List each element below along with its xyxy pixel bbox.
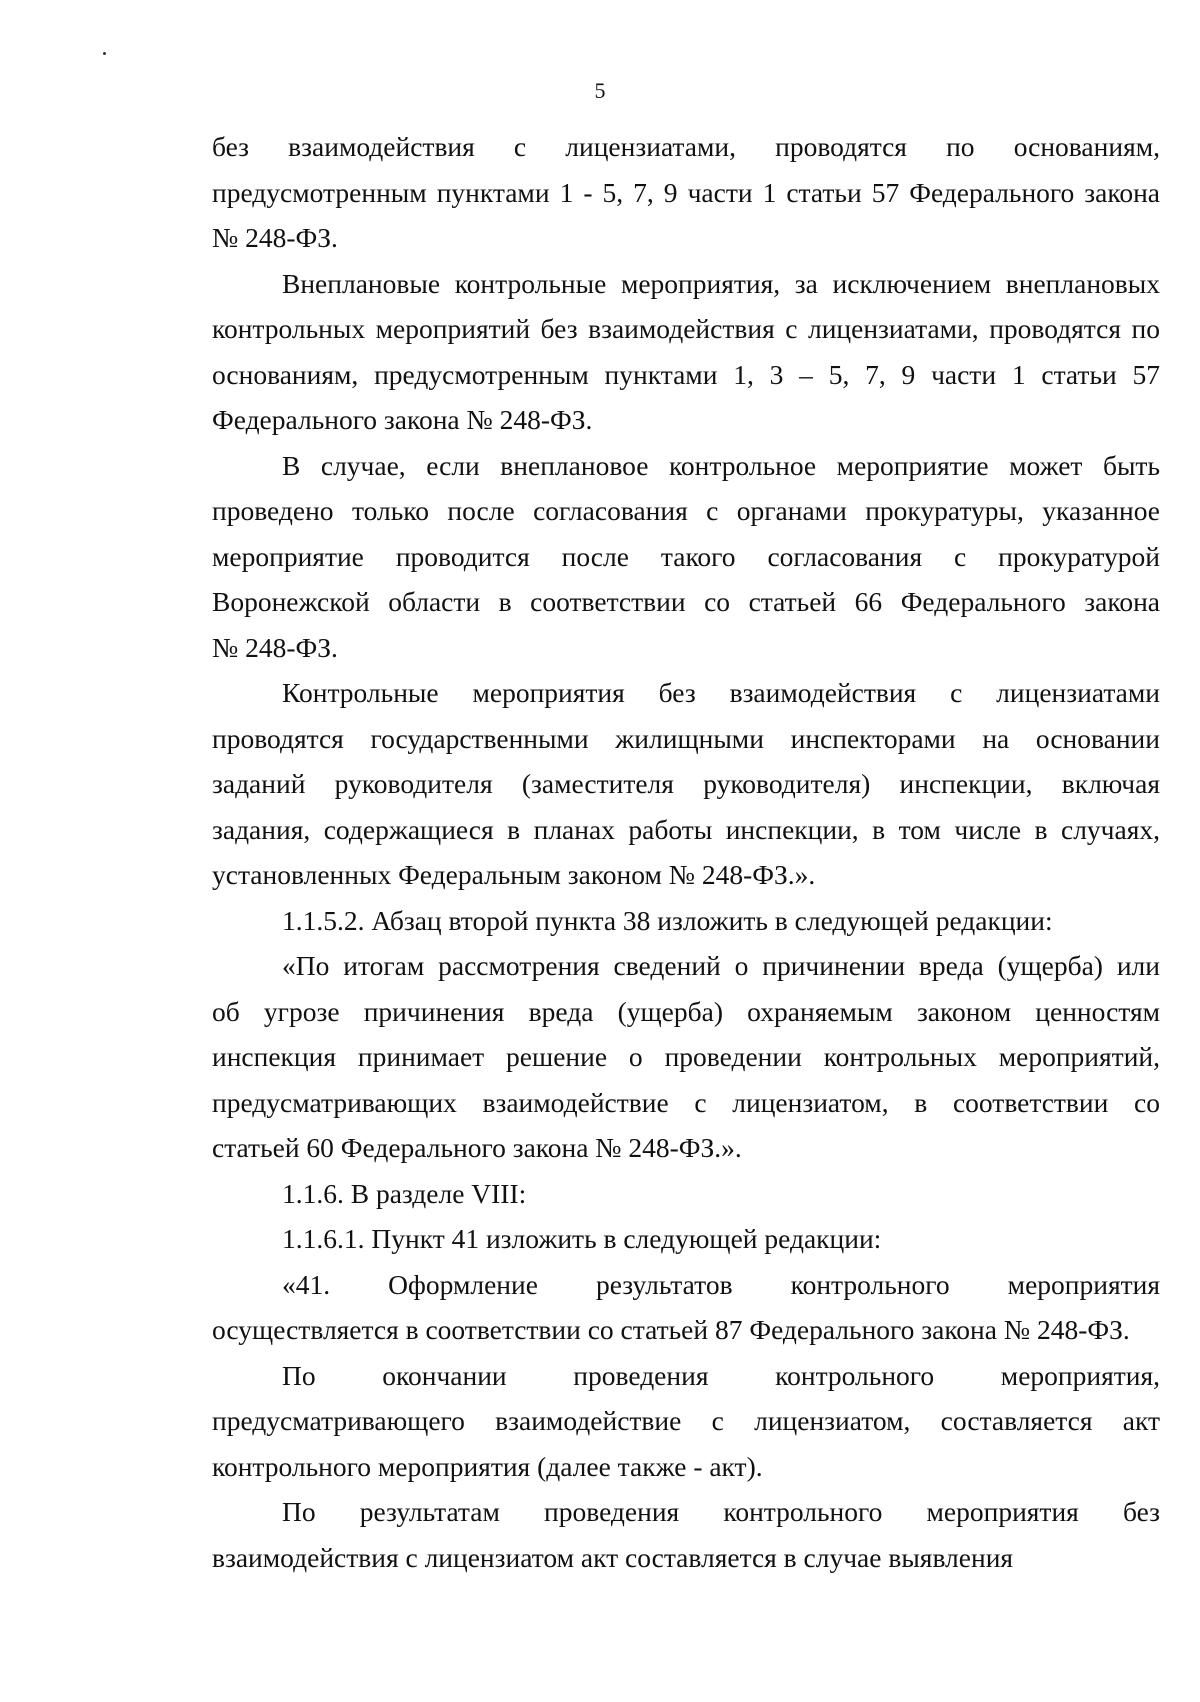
paragraph-4-line-3: заданий руководителя (заместителя руководителя) инспекции, включая [212, 768, 1160, 799]
paragraph-4-line-2: проводятся государственными жилищными инспекторами на основании [212, 722, 1160, 754]
paragraph-2-line-3: основаниям, предусмотренным пунктами 1, 3 – 5, 7, 9 части 1 статьи 57 [212, 358, 1160, 390]
paragraph-3-line-3: мероприятие проводится после такого согласования с прокуратурой [212, 540, 1160, 572]
paragraph-3-line-4: Воронежской области в соответствии со статьей 66 Федерального закона [212, 586, 1160, 617]
paragraph-2-line-1: Внеплановые контрольные мероприятия, за исключением внеплановых [282, 267, 1160, 299]
paragraph-4-line-4: задания, содержащиеся в планах работы инспекции, в том числе в случаях, [212, 813, 1160, 845]
scan-speck [103, 52, 106, 55]
paragraph-6-line-5: статьей 60 Федерального закона № 248-ФЗ.». [212, 1132, 742, 1163]
paragraph-11-line-1: По результатам проведения контрольного мероприятия без [282, 1496, 1160, 1527]
paragraph-1-line-2: предусмотренным пунктами 1 - 5, 7, 9 части 1 статьи 57 Федерального закона [212, 176, 1160, 208]
paragraph-1-line-3: № 248-ФЗ. [212, 222, 338, 253]
paragraph-10-line-2: предусматривающего взаимодействие с лицензиатом, составляется акт [212, 1405, 1160, 1436]
document-body [212, 124, 1160, 1580]
page-number: 5 [594, 78, 606, 103]
paragraph-6-line-2: об угрозе причинения вреда (ущерба) охраняемым законом ценностям [212, 995, 1160, 1027]
paragraph-5-line-1: 1.1.5.2. Абзац второй пункта 38 изложить в следующей редакции: [282, 904, 1053, 936]
paragraph-2-line-2: контрольных мероприятий без взаимодействия с лицензиатами, проводятся по [212, 313, 1160, 344]
paragraph-3-line-1: В случае, если внеплановое контрольное мероприятие может быть [282, 449, 1160, 481]
paragraph-10-line-1: По окончании проведения контрольного мероприятия, [282, 1359, 1160, 1391]
paragraph-10-line-3: контрольного мероприятия (далее также - акт). [212, 1450, 763, 1482]
paragraph-8-line-1: 1.1.6.1. Пункт 41 изложить в следующей редакции: [282, 1223, 882, 1254]
paragraph-6-line-4: предусматривающих взаимодействие с лицензиатом, в соответствии со [212, 1086, 1160, 1118]
paragraph-4-line-1: Контрольные мероприятия без взаимодействия с лицензиатами [282, 677, 1160, 708]
paragraph-2-line-4: Федерального закона № 248-ФЗ. [212, 404, 593, 435]
paragraph-11-line-2: взаимодействия с лицензиатом акт составляется в случае выявления [212, 1541, 1014, 1573]
paragraph-9-line-2: осуществляется в соответствии со статьей 87 Федерального закона № 248-ФЗ. [212, 1314, 1130, 1345]
paragraph-3-line-2: проведено только после согласования с органами прокуратуры, указанное [212, 495, 1160, 526]
paragraph-7-line-1: 1.1.6. В разделе VIII: [282, 1177, 527, 1209]
paragraph-4-line-5: установленных Федеральным законом № 248-ФЗ.». [212, 859, 816, 890]
paragraph-3-line-5: № 248-ФЗ. [212, 631, 338, 663]
paragraph-6-line-1: «По итогам рассмотрения сведений о причинении вреда (ущерба) или [282, 950, 1160, 981]
paragraph-1-line-1: без взаимодействия с лицензиатами, проводятся по основаниям, [212, 131, 1160, 162]
paragraph-9-line-1: «41. Оформление результатов контрольного мероприятия [282, 1268, 1160, 1300]
paragraph-6-line-3: инспекция принимает решение о проведении контрольных мероприятий, [212, 1041, 1160, 1072]
